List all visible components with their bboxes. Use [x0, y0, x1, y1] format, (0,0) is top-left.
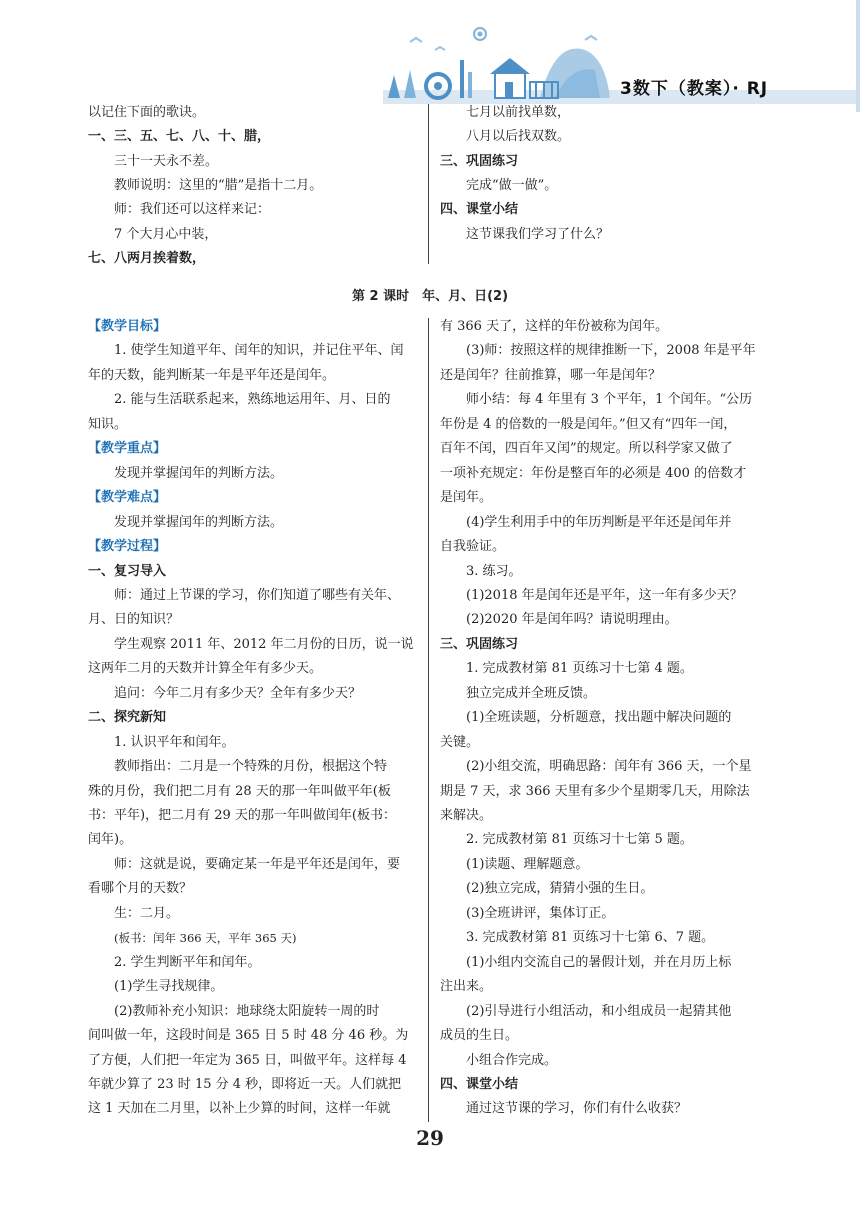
text-line: 百年不闰，四百年又闰”的规定。所以科学家又做了 — [440, 441, 733, 457]
paragraph-line: 2. 学生判断平年和闰年。 — [114, 954, 261, 970]
paragraph-line: 这节课我们学习了什么？ — [466, 226, 610, 242]
text-line: 注出来。 — [440, 979, 493, 995]
paragraph-line: 发现并掌握闰年的判断方法。 — [114, 465, 284, 481]
paragraph-line: (2)2020 年是闰年吗？请说明理由。 — [466, 612, 678, 628]
paragraph-line: 1. 使学生知道平年、闰年的知识，并记住平年、闰 — [114, 343, 404, 359]
text-line: 期是 7 天，求 366 天里有多少个星期零几天，用除法 — [440, 783, 750, 799]
paragraph-line: 完成“做一做”。 — [466, 177, 558, 193]
text-line: 成员的生日。 — [440, 1028, 519, 1044]
top-column-divider — [428, 104, 429, 264]
paragraph-line: 生：二月。 — [114, 905, 180, 921]
paragraph-line: 发现并掌握闰年的判断方法。 — [114, 514, 284, 530]
text-line: 一项补充规定：年份是整百年的必须是 400 的倍数才 — [440, 465, 747, 481]
paragraph-line: (2)教师补充小知识：地球绕太阳旋转一周的时 — [114, 1003, 380, 1019]
paragraph-line: 3. 练习。 — [466, 563, 522, 579]
paragraph-line: 追问：今年二月有多少天？全年有多少天？ — [114, 685, 362, 701]
paragraph-line: 2. 能与生活联系起来，熟练地运用年、月、日的 — [114, 392, 391, 408]
text-line: 看哪个月的天数？ — [88, 881, 193, 897]
paragraph-line: (3)师：按照这样的规律推断一下，2008 年是平年 — [466, 343, 756, 359]
page-number: 29 — [416, 1126, 444, 1150]
text-line: 知识。 — [88, 416, 128, 432]
section-heading: 四、课堂小结 — [440, 1076, 519, 1092]
section-heading: 三、巩固练习 — [440, 636, 519, 652]
text-line: 书：平年)，把二月有 29 天的那一年叫做闰年(板书： — [88, 808, 396, 823]
paragraph-line: 师：通过上节课的学习，你们知道了哪些有关年、 — [114, 587, 401, 603]
paragraph-line: 八月以后找双数。 — [466, 129, 571, 145]
book-title: 3数下（教案）· RJ — [620, 79, 769, 99]
text-line: 殊的月份，我们把二月有 28 天的那一年叫做平年(板 — [88, 783, 391, 799]
paragraph-line: 1. 完成教材第 81 页练习十七第 4 题。 — [466, 661, 693, 677]
text-line: 自我验证。 — [440, 539, 506, 555]
section-heading: 一、复习导入 — [88, 563, 167, 579]
paragraph-line: (板书：闰年 366 天，平年 365 天) — [114, 931, 297, 946]
paragraph-line: 独立完成并全班反馈。 — [466, 685, 597, 701]
section-heading: 七、八两月挨着数， — [88, 250, 206, 266]
section-tag: 【教学难点】 — [88, 490, 167, 506]
paragraph-line: (3)全班讲评，集体订正。 — [466, 905, 615, 921]
section-heading: 二、探究新知 — [88, 710, 167, 726]
paragraph-line: 通过这节课的学习，你们有什么收获？ — [466, 1101, 688, 1117]
paragraph-line: 7 个大月心中装， — [114, 226, 218, 242]
paragraph-line: 2. 完成教材第 81 页练习十七第 5 题。 — [466, 832, 693, 848]
paragraph-line: 教师指出：二月是一个特殊的月份，根据这个特 — [114, 759, 388, 775]
paragraph-line: 七月以前找单数， — [466, 105, 571, 120]
paragraph-line: 三十一天永不差。 — [114, 153, 219, 169]
section-tag: 【教学重点】 — [88, 441, 167, 457]
text-line: 年就少算了 23 时 15 分 4 秒，即将近一天。人们就把 — [88, 1076, 402, 1092]
text-line: 了方便，人们把一年定为 365 日，叫做平年。这样每 4 — [88, 1052, 407, 1068]
lesson-title: 第 2 课时 年、月、日(2) — [351, 289, 509, 304]
text-line: 间叫做一年，这段时间是 365 日 5 时 48 分 46 秒。为 — [88, 1028, 409, 1044]
text-line: 还是闰年？往前推算，哪一年是闰年？ — [440, 367, 662, 383]
text-line: 这 1 天加在二月里，以补上少算的时间，这样一年就 — [88, 1101, 391, 1117]
paragraph-line: 学生观察 2011 年、2012 年二月份的日历，说一说 — [114, 636, 414, 652]
paragraph-line: 师小结：每 4 年里有 3 个平年，1 个闰年。“公历 — [466, 392, 753, 408]
text-line: 年的天数，能判断某一年是平年还是闰年。 — [88, 367, 336, 383]
paragraph-line: (2)独立完成，猜猜小强的生日。 — [466, 881, 654, 897]
paragraph-line: 师：我们还可以这样来记： — [114, 202, 271, 218]
text-line: 是闰年。 — [440, 490, 493, 506]
paragraph-line: 教师说明：这里的“腊”是指十二月。 — [114, 177, 323, 193]
header-edge-rule — [856, 0, 860, 112]
paragraph-line: (2)小组交流，明确思路：闰年有 366 天，一个星 — [466, 759, 752, 775]
section-tag: 【教学过程】 — [88, 539, 167, 555]
text-line: 这两年二月的天数并计算全年有多少天。 — [88, 661, 323, 677]
paragraph-line: 师：这就是说，要确定某一年是平年还是闰年，要 — [114, 856, 401, 872]
text-line: 以记住下面的歌诀。 — [88, 105, 206, 120]
text-line: 闰年)。 — [88, 832, 133, 848]
section-heading: 一、三、五、七、八、十、腊， — [88, 129, 271, 145]
paragraph-line: (1)读题、理解题意。 — [466, 856, 589, 872]
main-column-divider — [428, 318, 429, 1122]
paragraph-line: 小组合作完成。 — [466, 1052, 558, 1068]
paragraph-line: 3. 完成教材第 81 页练习十七第 6、7 题。 — [466, 930, 715, 946]
city-skyline-illustration-icon — [380, 20, 630, 100]
text-line: 年份是 4 的倍数的一般是闰年。”但又有“四年一闰， — [440, 416, 737, 432]
paragraph-line: (1)学生寻找规律。 — [114, 979, 224, 995]
paragraph-line: 1. 认识平年和闰年。 — [114, 734, 235, 750]
text-line: 来解决。 — [440, 808, 493, 823]
paragraph-line: (4)学生利用手中的年历判断是平年还是闰年并 — [466, 514, 732, 530]
paragraph-line: (1)全班读题，分析题意，找出题中解决问题的 — [466, 710, 732, 726]
text-line: 有 366 天了，这样的年份被称为闰年。 — [440, 319, 669, 334]
paragraph-line: (2)引导进行小组活动，和小组成员一起猜其他 — [466, 1003, 732, 1019]
section-heading: 三、巩固练习 — [440, 153, 519, 169]
text-line: 关键。 — [440, 734, 480, 750]
section-tag: 【教学目标】 — [88, 319, 167, 334]
section-heading: 四、课堂小结 — [440, 202, 519, 218]
text-line: 月、日的知识？ — [88, 612, 180, 628]
paragraph-line: (1)小组内交流自己的暑假计划，并在月历上标 — [466, 954, 732, 970]
paragraph-line: (1)2018 年是闰年还是平年，这一年有多少天？ — [466, 587, 743, 603]
